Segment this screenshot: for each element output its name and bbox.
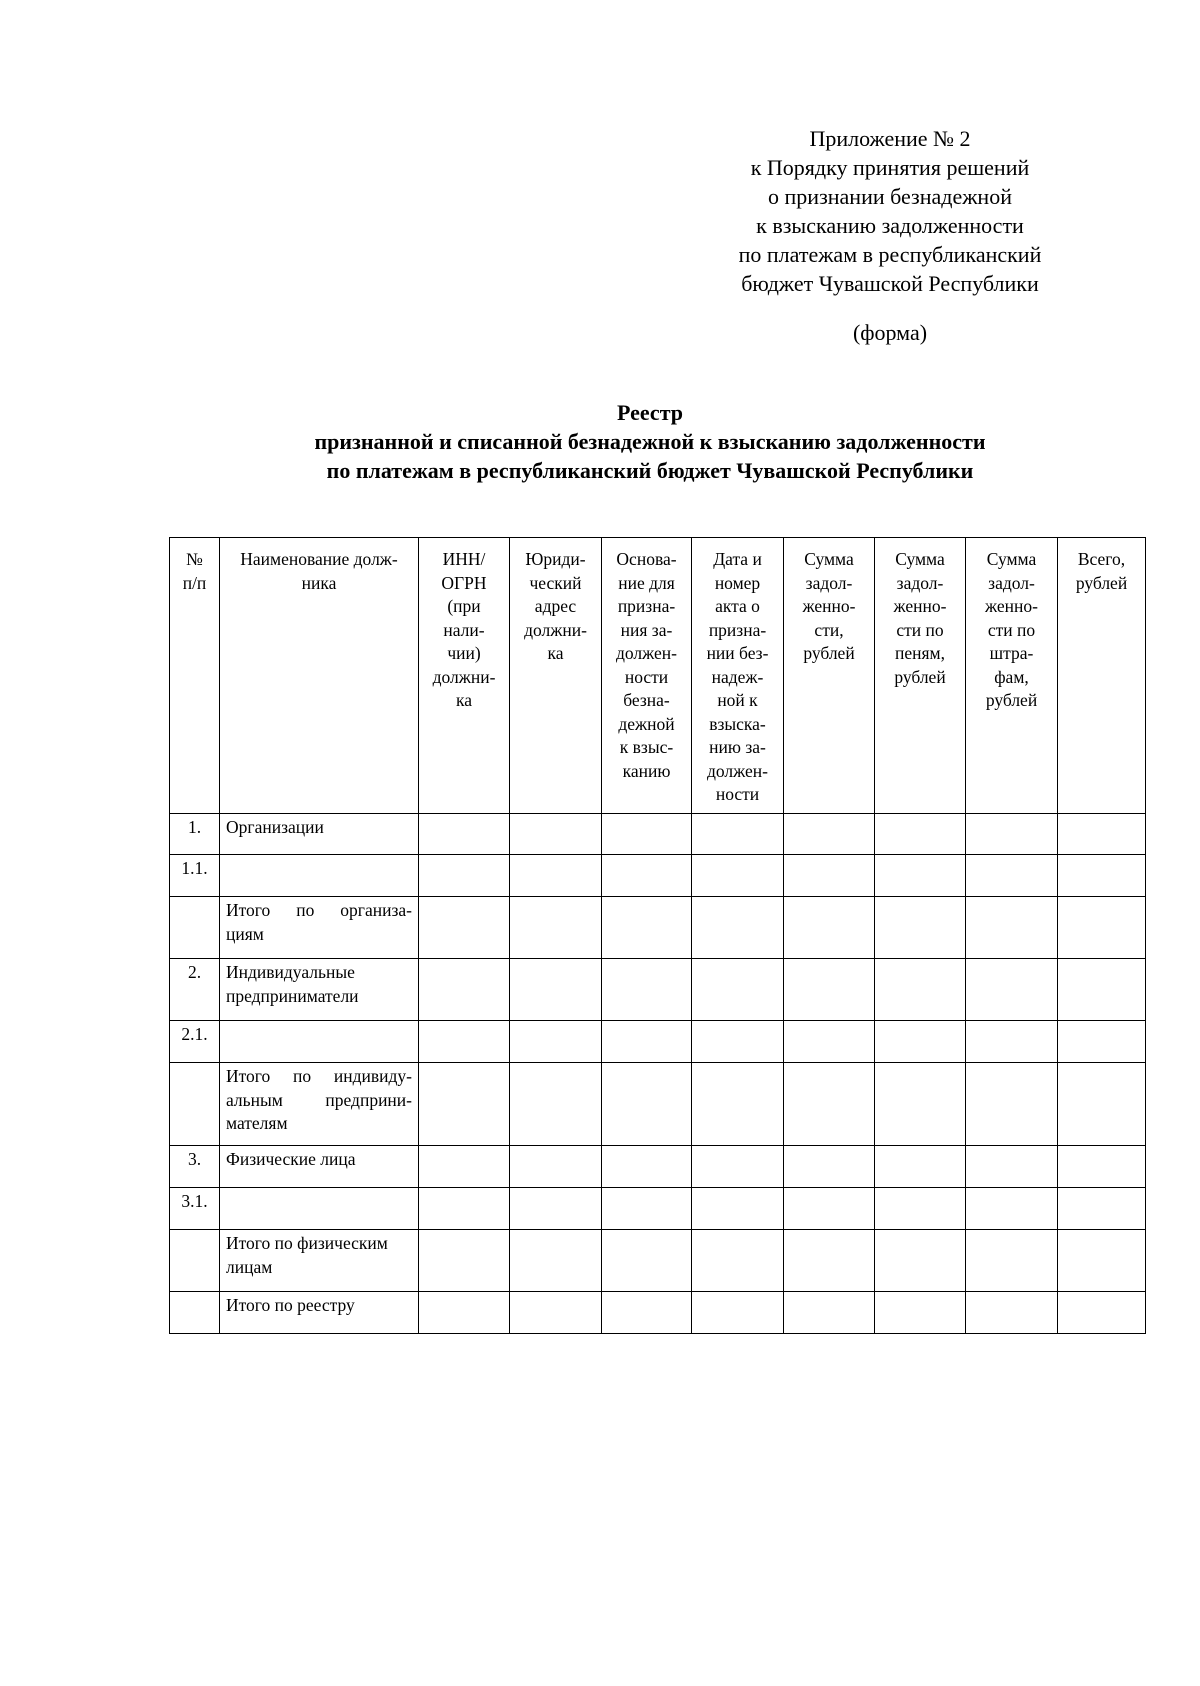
header-col-debt-amount xyxy=(784,538,875,814)
table-header-row xyxy=(170,538,1146,814)
header-line: ИНН/ xyxy=(442,549,486,569)
empty-cell-col-inn-ogrn xyxy=(419,1292,510,1334)
empty-cell-col-penalty-amount xyxy=(875,1230,966,1292)
empty-cell-col-fine-amount xyxy=(966,1230,1058,1292)
header-line: задол- xyxy=(805,572,853,593)
row-number xyxy=(170,1292,220,1334)
header-line: чии) xyxy=(447,643,481,663)
header-line: нали- xyxy=(443,619,485,640)
empty-cell-col-fine-amount xyxy=(966,1021,1058,1063)
header-col-debtor-name xyxy=(220,538,419,814)
row-number: 1. xyxy=(170,814,220,855)
empty-cell-col-debt-amount xyxy=(784,855,875,897)
header-line: должни- xyxy=(524,619,587,640)
empty-cell-col-act-date-number xyxy=(692,1063,784,1146)
header-line: надеж- xyxy=(711,666,764,687)
row-debtor-name xyxy=(220,1146,419,1188)
row-number xyxy=(170,1063,220,1146)
header-line: ной к xyxy=(717,690,758,710)
empty-cell-col-act-date-number xyxy=(692,959,784,1021)
header-line: призна- xyxy=(708,619,767,640)
header-col-basis xyxy=(602,538,692,814)
empty-cell-col-basis xyxy=(602,1063,692,1146)
header-line: ние для xyxy=(618,572,675,593)
header-line: женно- xyxy=(802,596,856,616)
empty-cell-col-inn-ogrn xyxy=(419,814,510,855)
header-line: Всего, xyxy=(1077,549,1126,569)
header-line: женно- xyxy=(985,596,1038,616)
form-label: (форма) xyxy=(852,320,928,345)
row-number: 3. xyxy=(170,1146,220,1188)
header-line: рублей xyxy=(1075,572,1128,593)
empty-cell-col-act-date-number xyxy=(692,855,784,897)
empty-cell-col-inn-ogrn xyxy=(419,897,510,959)
empty-cell-col-debt-amount xyxy=(784,1230,875,1292)
table-row xyxy=(170,1021,1146,1063)
header-line: рублей xyxy=(803,643,855,663)
row-number xyxy=(170,1230,220,1292)
row-label-line: предприниматели xyxy=(226,985,359,1006)
table-row xyxy=(170,1292,1146,1334)
empty-cell-col-penalty-amount xyxy=(875,1021,966,1063)
empty-cell-col-inn-ogrn xyxy=(419,959,510,1021)
title-line: Реестр xyxy=(616,400,684,425)
empty-cell-col-penalty-amount xyxy=(875,855,966,897)
row-label-line: Физические лица xyxy=(226,1149,356,1169)
header-line: Наименование долж- xyxy=(240,549,398,569)
empty-cell-col-act-date-number xyxy=(692,1021,784,1063)
empty-cell-col-fine-amount xyxy=(966,1146,1058,1188)
empty-cell-col-basis xyxy=(602,1230,692,1292)
empty-cell-col-basis xyxy=(602,855,692,897)
row-debtor-name xyxy=(220,1063,419,1146)
header-line: ОГРН xyxy=(441,572,487,593)
row-label-line: альным предприни- xyxy=(226,1089,412,1110)
row-label-line: мателям xyxy=(226,1113,288,1133)
row-number: 3.1. xyxy=(170,1188,220,1230)
empty-cell-col-inn-ogrn xyxy=(419,1230,510,1292)
header-line: рублей xyxy=(894,666,946,687)
appendix-line: бюджет Чувашской Республики xyxy=(741,271,1039,296)
empty-cell-col-penalty-amount xyxy=(875,1292,966,1334)
empty-cell-col-penalty-amount xyxy=(875,897,966,959)
empty-cell-col-basis xyxy=(602,1188,692,1230)
title-line: по платежам в республиканский бюджет Чувашской Республики xyxy=(326,458,974,483)
title-line: признанной и списанной безнадежной к взысканию задолженности xyxy=(314,429,986,454)
empty-cell-col-legal-address xyxy=(510,814,602,855)
row-label-line: циям xyxy=(226,923,264,944)
empty-cell-col-fine-amount xyxy=(966,959,1058,1021)
empty-cell-col-total xyxy=(1058,1021,1146,1063)
appendix-line: Приложение № 2 xyxy=(809,126,971,151)
header-line: взыска- xyxy=(709,713,766,734)
table-row xyxy=(170,1188,1146,1230)
empty-cell-col-fine-amount xyxy=(966,1292,1058,1334)
row-number xyxy=(170,897,220,959)
row-label-line: Организации xyxy=(226,817,324,837)
empty-cell-col-inn-ogrn xyxy=(419,1021,510,1063)
empty-cell-col-debt-amount xyxy=(784,1146,875,1188)
header-line: ка xyxy=(455,690,472,710)
table-body xyxy=(170,814,1146,1334)
empty-cell-col-legal-address xyxy=(510,855,602,897)
header-col-act-date-number xyxy=(692,538,784,814)
empty-cell-col-inn-ogrn xyxy=(419,855,510,897)
empty-cell-col-fine-amount xyxy=(966,1063,1058,1146)
empty-cell-col-fine-amount xyxy=(966,1188,1058,1230)
empty-cell-col-basis xyxy=(602,959,692,1021)
table-row xyxy=(170,855,1146,897)
empty-cell-col-legal-address xyxy=(510,959,602,1021)
table-row xyxy=(170,897,1146,959)
header-col-fine-amount xyxy=(966,538,1058,814)
empty-cell-col-penalty-amount xyxy=(875,1188,966,1230)
empty-cell-col-basis xyxy=(602,1292,692,1334)
empty-cell-col-legal-address xyxy=(510,1146,602,1188)
registry-table xyxy=(169,537,1146,1334)
header-line: фам, xyxy=(994,666,1029,687)
empty-cell-col-penalty-amount xyxy=(875,1063,966,1146)
empty-cell-col-basis xyxy=(602,897,692,959)
header-line: сти по xyxy=(987,619,1036,640)
row-debtor-name xyxy=(220,1230,419,1292)
row-debtor-name xyxy=(220,814,419,855)
empty-cell-col-total xyxy=(1058,1292,1146,1334)
header-line: нии без- xyxy=(706,643,769,663)
header-line: к взыс- xyxy=(619,737,674,757)
header-col-number xyxy=(170,538,220,814)
row-debtor-name xyxy=(220,855,419,897)
header-line: штра- xyxy=(989,643,1034,663)
empty-cell-col-basis xyxy=(602,1146,692,1188)
empty-cell-col-total xyxy=(1058,814,1146,855)
row-debtor-name xyxy=(220,1292,419,1334)
header-line: Юриди- xyxy=(525,549,586,569)
appendix-line: к Порядку принятия решений xyxy=(750,155,1030,180)
empty-cell-col-debt-amount xyxy=(784,1063,875,1146)
empty-cell-col-penalty-amount xyxy=(875,1146,966,1188)
empty-cell-col-total xyxy=(1058,959,1146,1021)
header-line: сти по xyxy=(896,619,944,640)
header-col-total xyxy=(1058,538,1146,814)
empty-cell-col-total xyxy=(1058,897,1146,959)
empty-cell-col-inn-ogrn xyxy=(419,1146,510,1188)
header-line: адрес xyxy=(534,596,577,616)
document-title xyxy=(170,398,1130,485)
header-line: должен- xyxy=(707,760,768,781)
table-row xyxy=(170,814,1146,855)
empty-cell-col-act-date-number xyxy=(692,1188,784,1230)
appendix-line: по платежам в республиканский xyxy=(738,242,1042,267)
empty-cell-col-basis xyxy=(602,1021,692,1063)
empty-cell-col-debt-amount xyxy=(784,959,875,1021)
appendix-reference xyxy=(720,124,1060,298)
header-line: должен- xyxy=(616,643,677,663)
table-row xyxy=(170,1146,1146,1188)
empty-cell-col-debt-amount xyxy=(784,1021,875,1063)
row-label-line: Итого по индивиду- xyxy=(226,1066,412,1086)
empty-cell-col-legal-address xyxy=(510,1021,602,1063)
row-debtor-name xyxy=(220,1021,419,1063)
empty-cell-col-debt-amount xyxy=(784,814,875,855)
header-line: ника xyxy=(301,572,337,593)
empty-cell-col-act-date-number xyxy=(692,814,784,855)
empty-cell-col-debt-amount xyxy=(784,1188,875,1230)
empty-cell-col-penalty-amount xyxy=(875,959,966,1021)
row-label-line: Индивидуальные xyxy=(226,962,355,982)
empty-cell-col-fine-amount xyxy=(966,814,1058,855)
header-line: нию за- xyxy=(709,737,766,757)
row-number: 1.1. xyxy=(170,855,220,897)
row-debtor-name xyxy=(220,897,419,959)
empty-cell-col-legal-address xyxy=(510,1188,602,1230)
header-line: № xyxy=(186,549,203,569)
header-line: задол- xyxy=(988,572,1035,593)
empty-cell-col-act-date-number xyxy=(692,1146,784,1188)
empty-cell-col-total xyxy=(1058,855,1146,897)
header-line: сти, xyxy=(814,619,844,640)
header-col-inn-ogrn xyxy=(419,538,510,814)
row-label-line: лицам xyxy=(226,1256,273,1277)
empty-cell-col-fine-amount xyxy=(966,855,1058,897)
header-line: должни- xyxy=(432,666,496,687)
header-line: Сумма xyxy=(895,549,945,569)
empty-cell-col-basis xyxy=(602,814,692,855)
header-line: Сумма xyxy=(804,549,854,569)
header-line: Основа- xyxy=(616,549,677,569)
header-col-legal-address xyxy=(510,538,602,814)
table-row xyxy=(170,1230,1146,1292)
empty-cell-col-total xyxy=(1058,1146,1146,1188)
header-line: ности xyxy=(624,666,669,687)
empty-cell-col-fine-amount xyxy=(966,897,1058,959)
row-label-line: Итого по физическим xyxy=(226,1233,388,1253)
row-debtor-name xyxy=(220,1188,419,1230)
empty-cell-col-total xyxy=(1058,1063,1146,1146)
empty-cell-col-act-date-number xyxy=(692,1292,784,1334)
header-line: рублей xyxy=(985,690,1038,710)
empty-cell-col-act-date-number xyxy=(692,897,784,959)
header-line: акта о xyxy=(715,596,760,616)
header-col-penalty-amount xyxy=(875,538,966,814)
empty-cell-col-total xyxy=(1058,1188,1146,1230)
header-line: дежной xyxy=(618,713,675,734)
empty-cell-col-penalty-amount xyxy=(875,814,966,855)
header-line: канию xyxy=(622,760,671,781)
empty-cell-col-inn-ogrn xyxy=(419,1063,510,1146)
empty-cell-col-act-date-number xyxy=(692,1230,784,1292)
row-number: 2.1. xyxy=(170,1021,220,1063)
header-line: (при xyxy=(447,596,481,616)
header-line: задол- xyxy=(896,572,944,593)
row-number: 2. xyxy=(170,959,220,1021)
header-line: призна- xyxy=(617,596,676,616)
appendix-line: к взысканию задолженности xyxy=(756,213,1024,238)
header-line: номер xyxy=(714,572,761,593)
row-label-line: Итого по реестру xyxy=(226,1295,355,1315)
header-line: безна- xyxy=(623,690,670,710)
header-line: Сумма xyxy=(986,549,1037,569)
header-line: ния за- xyxy=(620,619,673,640)
empty-cell-col-legal-address xyxy=(510,1230,602,1292)
table-row xyxy=(170,959,1146,1021)
header-line: пеням, xyxy=(895,643,945,663)
empty-cell-col-debt-amount xyxy=(784,897,875,959)
empty-cell-col-legal-address xyxy=(510,1292,602,1334)
empty-cell-col-debt-amount xyxy=(784,1292,875,1334)
row-label-line: Итого по организа- xyxy=(226,900,412,920)
empty-cell-col-inn-ogrn xyxy=(419,1188,510,1230)
header-line: женно- xyxy=(893,596,947,616)
empty-cell-col-total xyxy=(1058,1230,1146,1292)
header-line: п/п xyxy=(182,572,207,593)
header-line: ческий xyxy=(529,572,582,593)
appendix-line: о признании безнадежной xyxy=(768,184,1012,209)
row-debtor-name xyxy=(220,959,419,1021)
empty-cell-col-legal-address xyxy=(510,897,602,959)
empty-cell-col-legal-address xyxy=(510,1063,602,1146)
header-line: Дата и xyxy=(713,549,762,569)
table-row xyxy=(170,1063,1146,1146)
header-line: ности xyxy=(715,784,760,804)
header-line: ка xyxy=(547,643,564,663)
